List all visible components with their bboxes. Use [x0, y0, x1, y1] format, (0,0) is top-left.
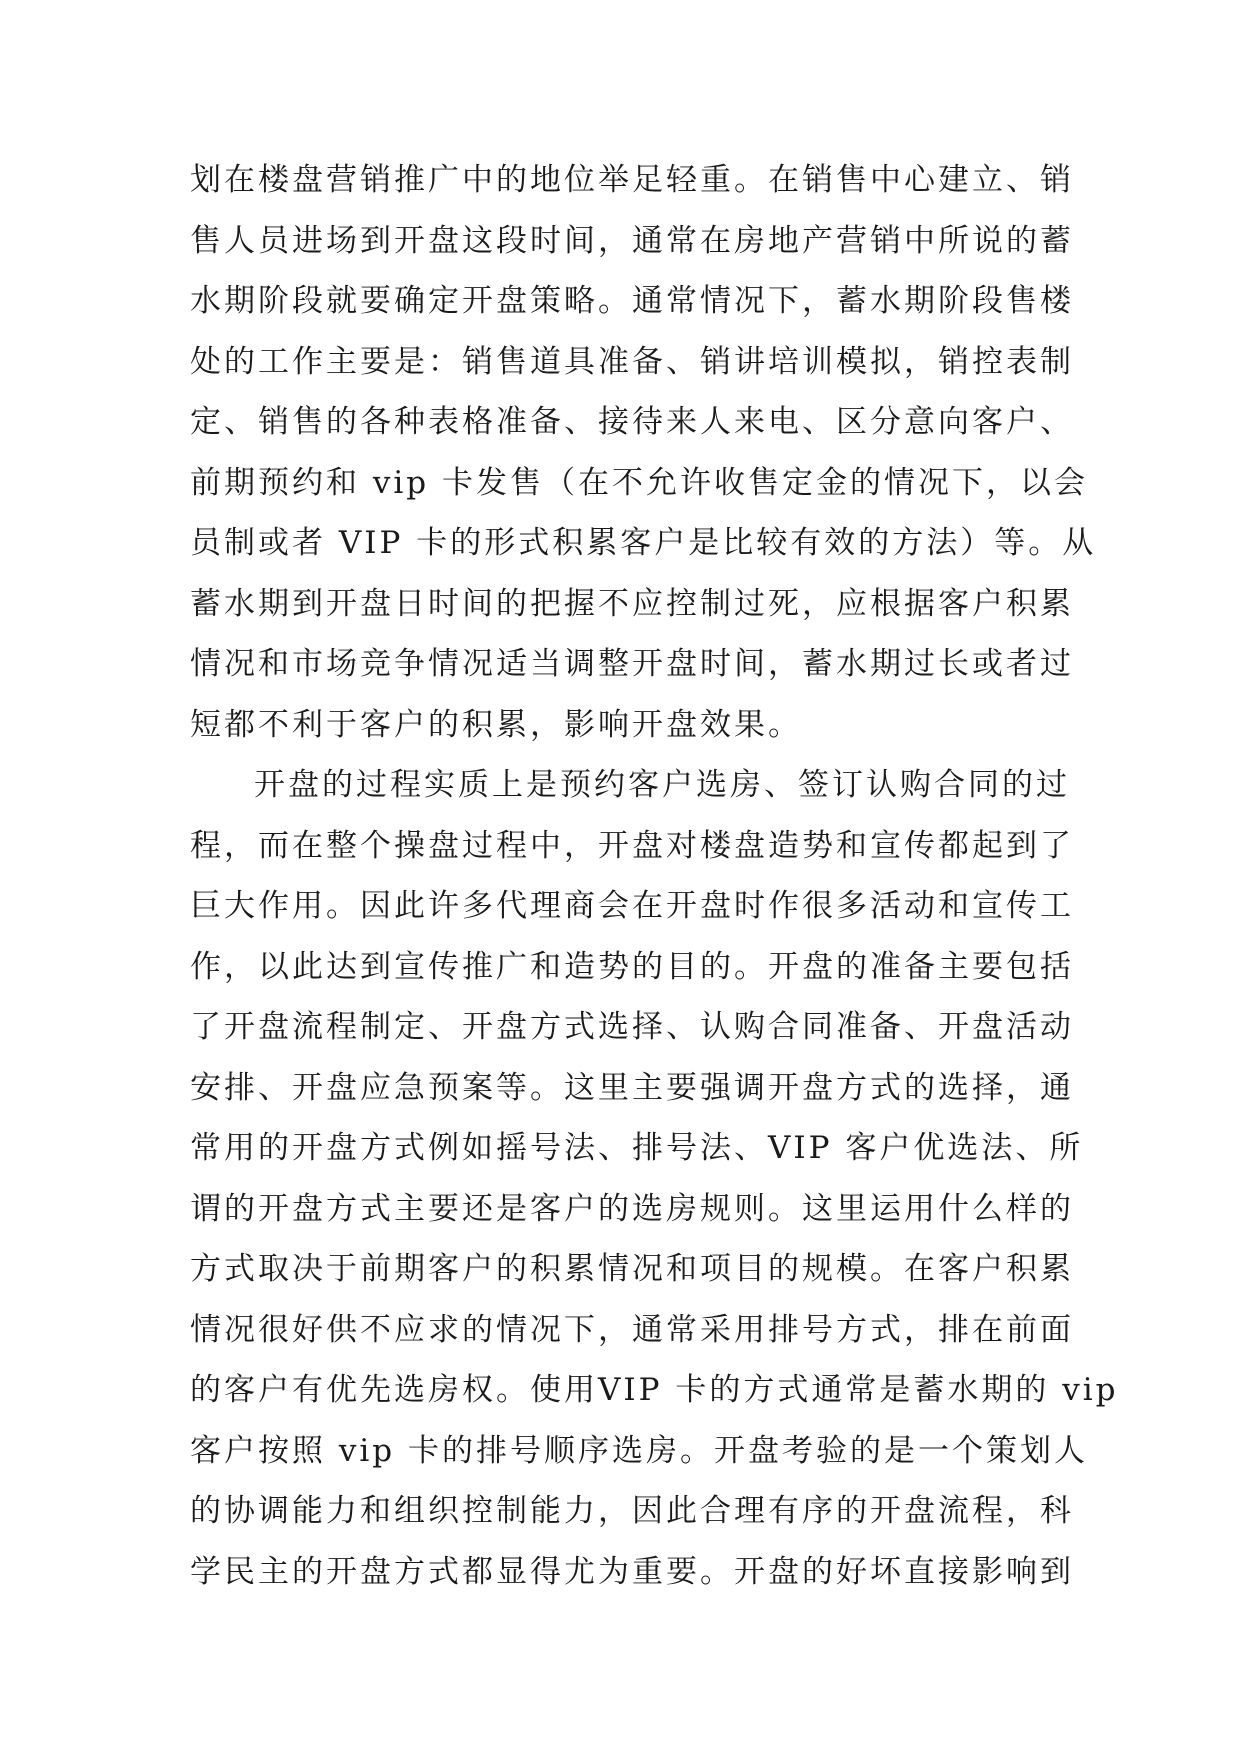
paragraph-first-line: 开盘的过程实质上是预约客户选房、签订认购合同的过	[254, 767, 1070, 803]
text-line: 情况和市场竞争情况适当调整开盘时间，蓄水期过长或者过	[190, 646, 1074, 682]
text-line: 短都不利于客户的积累，影响开盘效果。	[190, 706, 802, 743]
text-line: 程，而在整个操盘过程中，开盘对楼盘造势和宣传都起到了	[190, 827, 1074, 864]
text-line: 前期预约和 vip 卡发售（在不允许收售定金的情况下，以会	[190, 464, 1088, 501]
text-line: 员制或者 VIP 卡的形式积累客户是比较有效的方法）等。从	[190, 525, 1097, 561]
text-line: 情况很好供不应求的情况下，通常采用排号方式，排在前面	[190, 1311, 1074, 1348]
text-line: 了开盘流程制定、开盘方式选择、认购合同准备、开盘活动	[190, 1009, 1074, 1045]
text-line: 安排、开盘应急预案等。这里主要强调开盘方式的选择，通	[190, 1069, 1074, 1106]
text-line: 定、销售的各种表格准备、接待来人来电、区分意向客户、	[190, 404, 1074, 440]
text-line: 客户按照 vip 卡的排号顺序选房。开盘考验的是一个策划人	[190, 1432, 1088, 1469]
text-line: 处的工作主要是：销售道具准备、销讲培训模拟，销控表制	[190, 343, 1074, 380]
text-line: 水期阶段就要确定开盘策略。通常情况下，蓄水期阶段售楼	[190, 283, 1074, 319]
text-line: 方式取决于前期客户的积累情况和项目的规模。在客户积累	[190, 1251, 1074, 1287]
body-text	[190, 150, 1119, 1602]
text-line: 售人员进场到开盘这段时间，通常在房地产营销中所说的蓄	[190, 222, 1074, 259]
text-line: 常用的开盘方式例如摇号法、排号法、VIP 客户优选法、所	[190, 1130, 1084, 1166]
text-line: 划在楼盘营销推广中的地位举足轻重。在销售中心建立、销	[190, 162, 1074, 198]
text-line: 学民主的开盘方式都显得尤为重要。开盘的好坏直接影响到	[190, 1553, 1074, 1590]
text-line: 作，以此达到宣传推广和造势的目的。开盘的准备主要包括	[190, 948, 1074, 985]
text-line: 谓的开盘方式主要还是客户的选房规则。这里运用什么样的	[190, 1190, 1074, 1227]
text-line: 蓄水期到开盘日时间的把握不应控制过死，应根据客户积累	[190, 585, 1074, 622]
text-line: 巨大作用。因此许多代理商会在开盘时作很多活动和宣传工	[190, 888, 1074, 924]
text-line: 的客户有优先选房权。使用VIP 卡的方式通常是蓄水期的 vip	[190, 1372, 1119, 1408]
text-line: 的协调能力和组织控制能力，因此合理有序的开盘流程，科	[190, 1493, 1074, 1529]
